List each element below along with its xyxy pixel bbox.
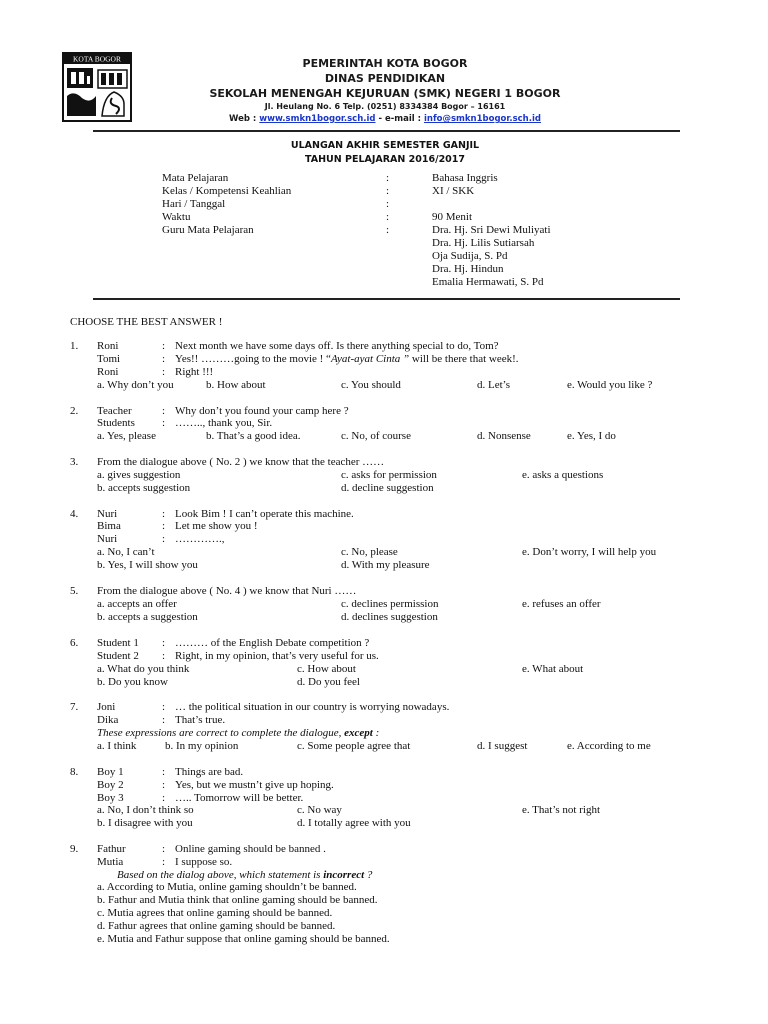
dialogue-line: ….. Tomorrow will be better.	[175, 792, 304, 804]
colon: :	[162, 508, 166, 520]
colon: :	[162, 766, 166, 778]
option-e[interactable]: e. asks a questions	[522, 469, 604, 481]
exam-title: ULANGAN AKHIR SEMESTER GANJIL	[290, 140, 480, 151]
option-e[interactable]: e. Yes, I do	[567, 430, 616, 442]
option-e[interactable]: e. What about	[522, 663, 584, 675]
info-value: Bahasa Inggris	[432, 172, 498, 184]
option-b[interactable]: b. Do you know	[97, 676, 168, 688]
colon: :	[162, 701, 166, 713]
contact-line	[130, 114, 640, 124]
option-c[interactable]: c. No, of course	[341, 430, 411, 442]
option-c[interactable]: c. asks for permission	[341, 469, 437, 481]
dialogue-line: Yes, but we mustn’t give up hoping.	[175, 779, 334, 791]
email-link[interactable]: info@smkn1bogor.sch.id	[423, 114, 541, 124]
speaker: Dika	[97, 714, 119, 726]
question-number: 6.	[70, 637, 79, 649]
option-c[interactable]: c. declines permission	[341, 598, 439, 610]
dialogue-text: will be there that week!.	[409, 353, 519, 365]
info-colon: :	[386, 198, 390, 210]
note-emphasis: incorrect	[323, 869, 365, 881]
dialogue-line: ……… of the English Debate competition ?	[175, 637, 370, 649]
question-number: 9.	[70, 843, 79, 855]
teacher-name: Dra. Hj. Lilis Sutiarsah	[432, 237, 535, 249]
teacher-name: Emalia Hermawati, S. Pd	[432, 276, 544, 288]
option-a[interactable]: a. What do you think	[97, 663, 190, 675]
info-value: 90 Menit	[432, 211, 473, 223]
speaker: Boy 1	[97, 766, 124, 778]
option-d[interactable]: d. Nonsense	[477, 430, 531, 442]
email-label: - e-mail :	[375, 114, 424, 124]
speaker: Teacher	[97, 405, 132, 417]
web-label: Web :	[229, 114, 260, 124]
option-b[interactable]: b. In my opinion	[165, 740, 239, 752]
question-stem: From the dialogue above ( No. 2 ) we know that the teacher ……	[97, 456, 385, 468]
colon: :	[162, 520, 166, 532]
option-e[interactable]: e. According to me	[567, 740, 651, 752]
note-end: ?	[364, 869, 373, 881]
note-text: Based on the dialog above, which statement is	[117, 869, 324, 881]
option-c[interactable]: c. You should	[341, 379, 401, 391]
colon: :	[162, 856, 166, 868]
teacher-name: Dra. Hj. Hindun	[432, 263, 504, 275]
option-b[interactable]: b. accepts suggestion	[97, 482, 191, 494]
option-a[interactable]: a. No, I don’t think so	[97, 804, 194, 816]
question-note	[97, 727, 379, 740]
website-link[interactable]: www.smkn1bogor.sch.id	[259, 114, 376, 124]
option-c[interactable]: c. No, please	[341, 546, 398, 558]
dialogue-line: Right, in my opinion, that’s very useful for us.	[175, 650, 379, 662]
question-stem: From the dialogue above ( No. 4 ) we know that Nuri ……	[97, 585, 357, 597]
speaker: Roni	[97, 340, 119, 352]
movie-title: Ayat-ayat Cinta ”	[330, 353, 410, 365]
school-name: SEKOLAH MENENGAH KEJURUAN (SMK) NEGERI 1 BOGOR	[209, 87, 561, 100]
speaker: Fathur	[97, 843, 126, 855]
speaker: Joni	[97, 701, 116, 713]
speaker: Boy 2	[97, 779, 124, 791]
info-colon: :	[386, 185, 390, 197]
question-number: 1.	[70, 340, 79, 352]
info-colon: :	[386, 224, 390, 236]
info-label: Kelas / Kompetensi Keahlian	[162, 185, 292, 197]
option-a[interactable]: a. According to Mutia, online gaming shouldn’t be banned.	[97, 881, 357, 893]
colon: :	[162, 417, 166, 429]
info-colon: :	[386, 211, 390, 223]
option-c[interactable]: c. How about	[297, 663, 356, 675]
colon: :	[162, 843, 166, 855]
info-label: Hari / Tanggal	[162, 198, 226, 210]
colon: :	[162, 792, 166, 804]
kota-bogor-logo	[62, 52, 132, 122]
option-a[interactable]: a. Yes, please	[97, 430, 156, 442]
option-d[interactable]: d. I suggest	[477, 740, 528, 752]
dialogue-line: Let me show you !	[175, 520, 258, 532]
option-e[interactable]: e. Mutia and Fathur suppose that online gaming should be banned.	[97, 933, 390, 945]
department-name: DINAS PENDIDIKAN	[324, 72, 446, 85]
option-d[interactable]: d. With my pleasure	[341, 559, 430, 571]
option-d[interactable]: d. declines suggestion	[341, 611, 438, 623]
colon: :	[162, 714, 166, 726]
speaker: Nuri	[97, 508, 118, 520]
note-end: :	[372, 727, 380, 739]
option-a[interactable]: a. No, I can’t	[97, 546, 155, 558]
question-number: 2.	[70, 405, 79, 417]
option-d[interactable]: d. Fathur agrees that online gaming should be banned.	[97, 920, 336, 932]
option-d[interactable]: d. I totally agree with you	[297, 817, 411, 829]
info-value: XI / SKK	[432, 185, 475, 197]
colon: :	[162, 650, 166, 662]
option-b[interactable]: b. I disagree with you	[97, 817, 193, 829]
dialogue-line: Next month we have some days off. Is there anything special to do, Tom?	[175, 340, 499, 352]
dialogue-line: … the political situation in our country is worrying nowadays.	[175, 701, 450, 713]
option-b[interactable]: b. accepts a suggestion	[97, 611, 198, 623]
note-emphasis: except	[344, 727, 373, 739]
note-text: These expressions are correct to complete the dialogue,	[97, 727, 345, 739]
dialogue-text: Yes!! ………going to the movie ! “	[175, 353, 331, 365]
question-number: 4.	[70, 508, 79, 520]
option-b[interactable]: b. Fathur and Mutia think that online gaming should be banned.	[97, 894, 378, 906]
government-name: PEMERINTAH KOTA BOGOR	[302, 57, 468, 70]
option-c[interactable]: c. No way	[297, 804, 342, 816]
colon: :	[162, 366, 166, 378]
dialogue-line: Right !!!	[175, 366, 214, 378]
dialogue-line: I suppose so.	[175, 856, 233, 868]
colon: :	[162, 340, 166, 352]
dialogue-line: Things are bad.	[175, 766, 244, 778]
option-b[interactable]: b. Yes, I will show you	[97, 559, 198, 571]
header-divider	[93, 130, 680, 132]
dialogue-line: Online gaming should be banned .	[175, 843, 326, 855]
academic-year: TAHUN PELAJARAN 2016/2017	[304, 154, 466, 165]
teacher-name: Oja Sudija, S. Pd	[432, 250, 508, 262]
speaker: Tomi	[97, 353, 121, 365]
option-a[interactable]: a. accepts an offer	[97, 598, 177, 610]
option-c[interactable]: c. Mutia agrees that online gaming should be banned.	[97, 907, 333, 919]
speaker: Student 1	[97, 637, 139, 649]
dialogue-line: …….., thank you, Sir.	[175, 417, 273, 429]
option-b[interactable]: b. How about	[206, 379, 266, 391]
speaker: Boy 3	[97, 792, 124, 804]
info-value: Dra. Hj. Sri Dewi Muliyati	[432, 224, 551, 236]
option-c[interactable]: c. Some people agree that	[297, 740, 411, 752]
speaker: Nuri	[97, 533, 118, 545]
question-number: 3.	[70, 456, 79, 468]
colon: :	[162, 405, 166, 417]
info-label: Waktu	[162, 211, 191, 223]
option-d[interactable]: d. decline suggestion	[341, 482, 434, 494]
dialogue-line: Why don’t you found your camp here ?	[175, 405, 349, 417]
option-e[interactable]: e. Don’t worry, I will help you	[522, 546, 657, 558]
question-number: 8.	[70, 766, 79, 778]
colon: :	[162, 779, 166, 791]
info-label: Guru Mata Pelajaran	[162, 224, 254, 236]
colon: :	[162, 353, 166, 365]
school-address: Jl. Heulang No. 6 Telp. (0251) 8334384 Bogor – 16161	[264, 102, 506, 111]
colon: :	[162, 637, 166, 649]
question-number: 7.	[70, 701, 79, 713]
speaker: Bima	[97, 520, 121, 532]
option-d[interactable]: d. Let’s	[477, 379, 510, 391]
speaker: Mutia	[97, 856, 124, 868]
option-a[interactable]: a. gives suggestion	[97, 469, 181, 481]
speaker: Students	[97, 417, 135, 429]
dialogue-line	[175, 353, 519, 366]
dialogue-line: Look Bim ! I can’t operate this machine.	[175, 508, 354, 520]
info-colon: :	[386, 172, 390, 184]
option-b[interactable]: b. That’s a good idea.	[206, 430, 301, 442]
colon: :	[162, 533, 166, 545]
logo-caption: KOTA BOGOR	[73, 54, 121, 64]
info-divider	[93, 298, 680, 300]
question-number: 5.	[70, 585, 79, 597]
dialogue-line: ………….,	[175, 533, 225, 545]
option-a[interactable]: a. I think	[97, 740, 137, 752]
option-a[interactable]: a. Why don’t you	[97, 379, 174, 391]
speaker: Student 2	[97, 650, 139, 662]
option-e[interactable]: e. refuses an offer	[522, 598, 601, 610]
option-e[interactable]: e. Would you like ?	[567, 379, 653, 391]
option-e[interactable]: e. That’s not right	[522, 804, 601, 816]
instruction: CHOOSE THE BEST ANSWER !	[70, 316, 223, 328]
speaker: Roni	[97, 366, 119, 378]
info-label: Mata Pelajaran	[162, 172, 229, 184]
option-d[interactable]: d. Do you feel	[297, 676, 360, 688]
dialogue-line: That’s true.	[175, 714, 226, 726]
